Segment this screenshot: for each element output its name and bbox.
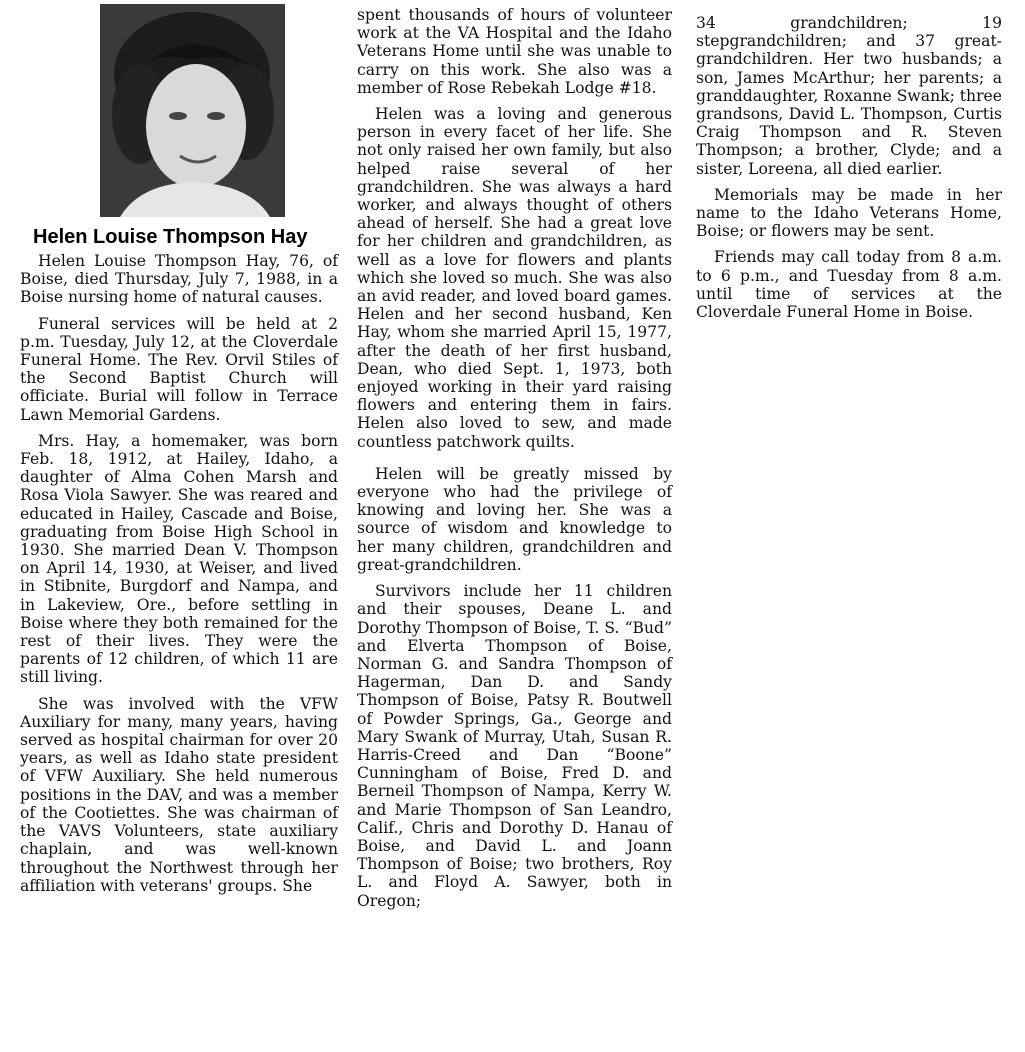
character-paragraph: Helen was a loving and generous person in every facet of her life. She not only raised her own family, but also helped raise several of her grandchildren. She was always a hard worker, and always thought of others ahead of herself. She had a great love for her children and grandchildren, as well as a love for flowers and plants which she loved so much. She was also an avid reader, and loved board games. Helen and her second husband, Ken Hay, whom she married April 15, 1977, after the death of her first husband, Dean, who died Sept. 1, 1973, both enjoyed working in their yard raising flowers and entering them in fairs. Helen also loved to sew, and made countless patchwork quilts. bbox=[357, 105, 672, 451]
memorials-paragraph: Memorials may be made in her name to the Idaho Veterans Home, Boise; or flowers may be sent. bbox=[696, 185, 1002, 241]
tribute-paragraph: Helen will be greatly missed by everyone who had the privilege of knowing and loving her. She was a source of wisdom and knowledge to her many children, grandchildren and great-grandchildren. bbox=[357, 464, 672, 574]
column-1 bbox=[20, 252, 338, 903]
column-2 bbox=[357, 6, 672, 918]
survivors-continued-paragraph: 34 grandchildren; 19 stepgrandchildren; and 37 great-grandchildren. Her two husbands; a son, James McArthur; her parents; a granddaughter, Roxanne Swank; three grandsons, David L. Thompson, Curtis Craig Thompson and R. Steven Thompson; a brother, Clyde; and a sister, Loreena, all died earlier. bbox=[696, 14, 1002, 178]
survivors-paragraph: Survivors include her 11 children and their spouses, Deane L. and Dorothy Thompson of Boise, T. S. “Bud” and Elverta Thompson of Boise, Norman G. and Sandra Thompson of Hagerman, Dan D. and Sandy Thompson of Boise, Patsy R. Boutwell of Powder Springs, Ga., George and Mary Swank of Murray, Utah, Susan R. Harris-Creed and Dan “Boone” Cunningham of Boise, Fred D. and Berneil Thompson of Nampa, Kerry W. and Marie Thompson of San Leandro, Calif., Chris and Dorothy D. Hanau of Boise, and David L. and Joann Thompson of Boise; two brothers, Roy L. and Floyd A. Sawyer, both in Oregon; bbox=[357, 582, 672, 910]
column-3 bbox=[696, 14, 1002, 329]
services-paragraph: Funeral services will be held at 2 p.m. Tuesday, July 12, at the Cloverdale Funeral Home. The Rev. Orvil Stiles of the Second Baptist Church will officiate. Burial will follow in Terrace Lawn Memorial Gardens. bbox=[20, 314, 338, 424]
vfw-paragraph: She was involved with the VFW Auxiliary for many, many years, having served as hospital chairman for over 20 years, as well as Idaho state president of VFW Auxiliary. She held numerous positions in the DAV, and was a member of the Cootiettes. She was chairman of the VAVS Volunteers, state auxiliary chaplain, and was well-known throughout the Northwest through her affiliation with veterans' groups. She bbox=[20, 694, 338, 895]
visitation-paragraph: Friends may call today from 8 a.m. to 6 p.m., and Tuesday from 8 a.m. until time of services at the Cloverdale Funeral Home in Boise. bbox=[696, 248, 1002, 322]
portrait-photo bbox=[100, 4, 285, 217]
biography-paragraph: Mrs. Hay, a homemaker, was born Feb. 18, 1912, at Hailey, Idaho, a daughter of Alma Cohen Marsh and Rosa Viola Sawyer. She was reared and educated in Hailey, Cascade and Boise, graduating from Boise High School in 1930. She married Dean V. Thompson on April 14, 1930, at Weiser, and lived in Stibnite, Burgdorf and Nampa, and in Lakeview, Ore., before settling in Boise where they both remained for the rest of their lives. They were the parents of 12 children, of which 11 are still living. bbox=[20, 431, 338, 687]
intro-paragraph: Helen Louise Thompson Hay, 76, of Boise, died Thursday, July 7, 1988, in a Boise nursing home of natural causes. bbox=[20, 252, 338, 307]
obituary-headline: Helen Louise Thompson Hay bbox=[33, 226, 308, 248]
volunteer-paragraph: spent thousands of hours of volunteer work at the VA Hospital and the Idaho Veterans Home until she was unable to carry on this work. She also was a member of Rose Rebekah Lodge #18. bbox=[357, 6, 672, 97]
portrait-illustration bbox=[100, 4, 285, 217]
